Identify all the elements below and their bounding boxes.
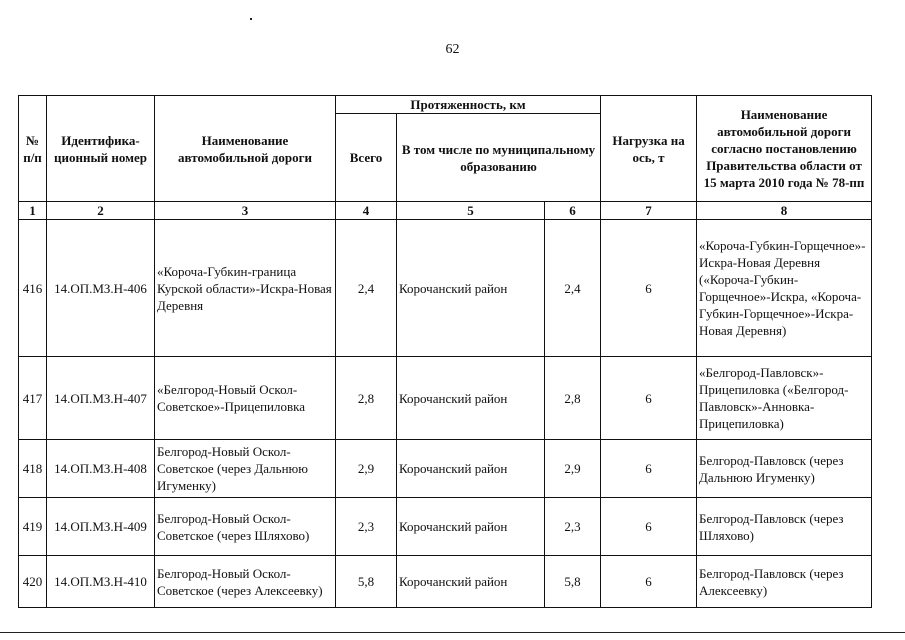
row-id: 14.ОП.МЗ.Н-409 [47, 498, 155, 556]
column-number: 4 [336, 202, 397, 220]
row-id: 14.ОП.МЗ.Н-408 [47, 440, 155, 498]
row-total-km: 2,4 [336, 220, 397, 357]
row-axle-load: 6 [601, 357, 697, 440]
row-district-km: 2,8 [545, 357, 601, 440]
row-district: Корочанский район [397, 440, 545, 498]
row-district-km: 5,8 [545, 556, 601, 608]
table-row [19, 357, 872, 440]
row-district-km: 2,4 [545, 220, 601, 357]
row-axle-load: 6 [601, 556, 697, 608]
page-number: 62 [445, 42, 460, 57]
header-col-total: Всего [336, 114, 397, 202]
column-number-row [19, 202, 872, 220]
scan-speck [250, 18, 252, 20]
header-col-load: Нагрузка на ось, т [601, 96, 697, 202]
row-num: 418 [19, 440, 47, 498]
header-col-id: Идентифика-ционный номер [47, 96, 155, 202]
header-col-municipal: В том числе по муниципальному образованию [397, 114, 601, 202]
column-number: 1 [19, 202, 47, 220]
row-district-km: 2,9 [545, 440, 601, 498]
header-col-resolution: Наименование автомобильной дороги согласно постановлению Правительства области от 15 марта 2010 года № 78-пп [697, 96, 872, 202]
table-row [19, 498, 872, 556]
row-district: Корочанский район [397, 357, 545, 440]
row-road-name: «Белгород-Новый Оскол-Советское»-Прицепиловка [155, 357, 336, 440]
row-resolution-name: Белгород-Павловск (через Дальнюю Игуменку) [697, 440, 872, 498]
row-district: Корочанский район [397, 220, 545, 357]
row-resolution-name: «Белгород-Павловск»-Прицепиловка («Белгород-Павловск»-Анновка-Прицепиловка) [697, 357, 872, 440]
row-id: 14.ОП.МЗ.Н-406 [47, 220, 155, 357]
table-row [19, 220, 872, 357]
row-axle-load: 6 [601, 220, 697, 357]
row-road-name: Белгород-Новый Оскол-Советское (через Дальнюю Игуменку) [155, 440, 336, 498]
row-total-km: 2,3 [336, 498, 397, 556]
row-resolution-name: Белгород-Павловск (через Алексеевку) [697, 556, 872, 608]
column-number: 3 [155, 202, 336, 220]
row-num: 417 [19, 357, 47, 440]
header-col-length: Протяженность, км [336, 96, 601, 114]
row-district-km: 2,3 [545, 498, 601, 556]
column-number: 5 [397, 202, 545, 220]
header-col-num: № п/п [19, 96, 47, 202]
row-total-km: 2,8 [336, 357, 397, 440]
row-district: Корочанский район [397, 498, 545, 556]
row-id: 14.ОП.МЗ.Н-410 [47, 556, 155, 608]
column-number: 8 [697, 202, 872, 220]
column-number: 2 [47, 202, 155, 220]
row-resolution-name: Белгород-Павловск (через Шляхово) [697, 498, 872, 556]
roads-table [18, 95, 872, 608]
header-row-top [19, 96, 872, 114]
row-num: 420 [19, 556, 47, 608]
table-row [19, 556, 872, 608]
row-num: 416 [19, 220, 47, 357]
row-road-name: Белгород-Новый Оскол-Советское (через Шляхово) [155, 498, 336, 556]
row-id: 14.ОП.МЗ.Н-407 [47, 357, 155, 440]
row-num: 419 [19, 498, 47, 556]
row-axle-load: 6 [601, 498, 697, 556]
row-district: Корочанский район [397, 556, 545, 608]
row-resolution-name: «Короча-Губкин-Горщечное»-Искра-Новая Деревня («Короча-Губкин-Горщечное»-Искра, «Короча-Губкин-Горщечное»-Искра-Новая Деревня) [697, 220, 872, 357]
header-col-name: Наименование автомобильной дороги [155, 96, 336, 202]
row-road-name: Белгород-Новый Оскол-Советское (через Алексеевку) [155, 556, 336, 608]
scan-edge-line [0, 632, 905, 633]
row-road-name: «Короча-Губкин-граница Курской области»-Искра-Новая Деревня [155, 220, 336, 357]
row-axle-load: 6 [601, 440, 697, 498]
table-row [19, 440, 872, 498]
column-number: 7 [601, 202, 697, 220]
row-total-km: 5,8 [336, 556, 397, 608]
column-number: 6 [545, 202, 601, 220]
row-total-km: 2,9 [336, 440, 397, 498]
